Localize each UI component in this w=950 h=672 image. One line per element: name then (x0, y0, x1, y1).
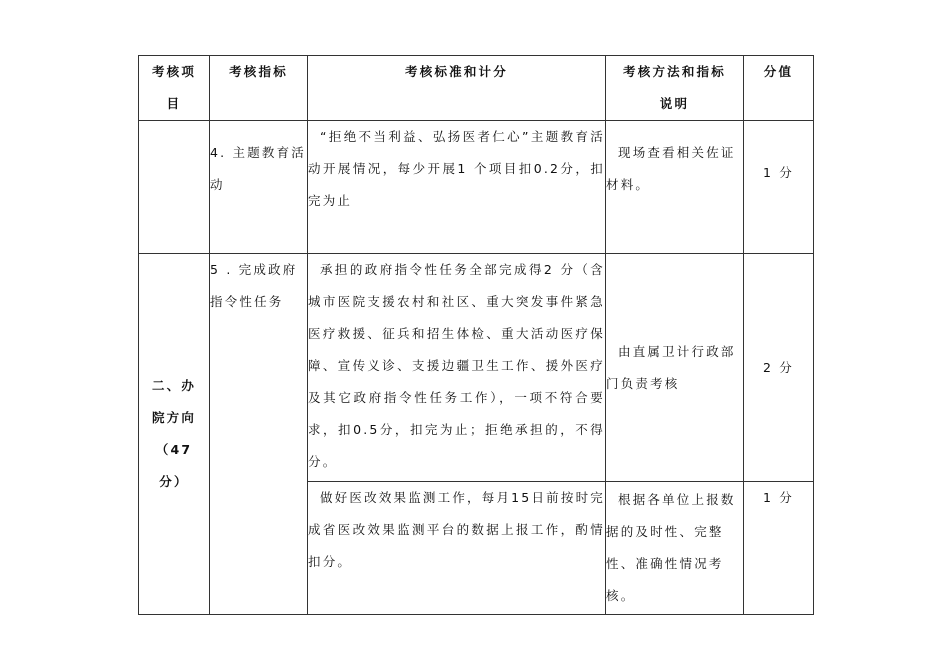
row1-standard-text: “拒绝不当利益、弘扬医者仁心”主题教育活动开展情况，每少开展1 个项目扣0.2分，扣完为止 (308, 129, 605, 208)
row1-item (139, 121, 210, 254)
header-method: 考核方法和指标说明 (606, 56, 744, 121)
row2-indicator: 5 . 完成政府指令性任务 (210, 254, 308, 615)
header-indicator: 考核指标 (210, 56, 308, 121)
row3-method-text: 根据各单位上报数据的及时性、完整性、准确性情况考核。 (606, 492, 736, 603)
row2-standard-text: 承担的政府指令性任务全部完成得2 分（含城市医院支援农村和社区、重大突发事件紧急医疗救援、征兵和招生体检、重大活动医疗保障、宣传义诊、支援边疆卫生工作、援外医疗及其它政府指令性任务工作），一项不符合要求，扣0.5分，扣完为止；拒绝承担的，不得分。 (308, 262, 605, 469)
row2-method (606, 254, 744, 482)
header-standard: 考核标准和计分 (308, 56, 606, 121)
row3-method (606, 482, 744, 615)
row3-score: 1 分 (744, 482, 814, 615)
row3-standard (308, 482, 606, 615)
table-row (139, 254, 814, 482)
row1-indicator: 4. 主题教育活动 (210, 121, 308, 254)
table-row (139, 121, 814, 254)
row2-score: 2 分 (744, 254, 814, 482)
table-header-row (139, 56, 814, 121)
header-score: 分值 (744, 56, 814, 121)
row2-standard (308, 254, 606, 482)
row1-standard (308, 121, 606, 254)
row1-method (606, 121, 744, 254)
row1-method-text: 现场查看相关佐证材料。 (606, 145, 736, 192)
row1-score: 1 分 (744, 121, 814, 254)
category-cell: 二、办院方向（47分） (139, 254, 210, 615)
assessment-table (138, 55, 814, 615)
header-item: 考核项目 (139, 56, 210, 121)
row3-standard-text: 做好医改效果监测工作，每月15日前按时完成省医改效果监测平台的数据上报工作，酌情扣分。 (308, 490, 605, 569)
row2-method-text: 由直属卫计行政部门负责考核 (606, 343, 736, 391)
